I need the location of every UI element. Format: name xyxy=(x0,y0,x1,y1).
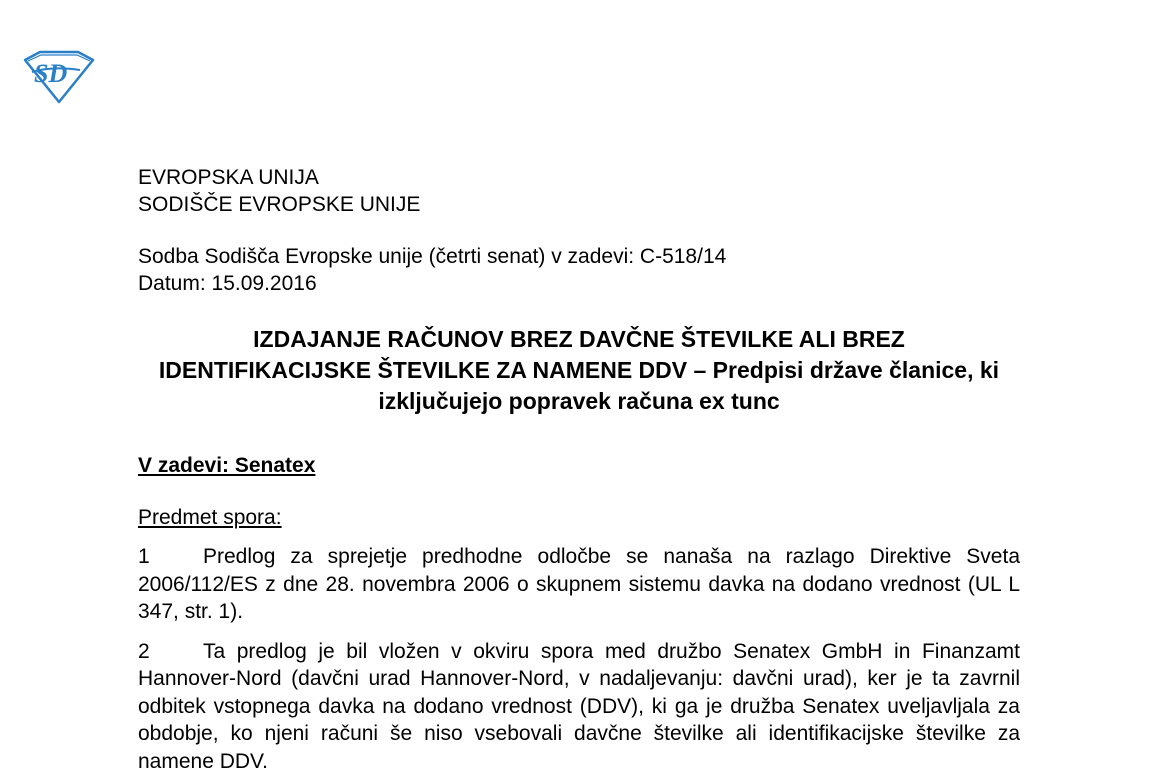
judgment-line: Sodba Sodišča Evropske unije (četrti senat) v zadevi: C-518/14 xyxy=(138,243,1020,270)
case-info xyxy=(138,243,1020,297)
court-header xyxy=(138,164,1020,218)
date-line: Datum: 15.09.2016 xyxy=(138,270,1020,297)
paragraph xyxy=(138,543,1020,626)
paragraph-text: Ta predlog je bil vložen v okviru spora med družbo Senatex GmbH in Finanzamt Hannover-Nord (davčni urad Hannover-Nord, v nadaljevanju: davčni urad), ker je ta zavrnil odbitek vstopnega davka na dodano vrednost (DDV), ki ga je družba Senatex uveljavljala za obdobje, ko njeni računi še niso vsebovali davčne številke ali identifikacijske številke za namene DDV. xyxy=(138,640,1020,773)
header-line-2: SODIŠČE EVROPSKE UNIJE xyxy=(138,191,1020,218)
case-name: V zadevi: Senatex xyxy=(138,452,1020,479)
paragraph-number: 1 xyxy=(138,543,203,571)
header-line-1: EVROPSKA UNIJA xyxy=(138,164,1020,191)
document-title: IZDAJANJE RAČUNOV BREZ DAVČNE ŠTEVILKE ALI BREZ IDENTIFIKACIJSKE ŠTEVILKE ZA NAMENE DDV – Predpisi države članice, ki izključujejo popravek računa ex tunc xyxy=(138,324,1020,417)
document-body xyxy=(138,164,1020,775)
paragraph-text: Predlog za sprejetje predhodne odločbe se nanaša na razlago Direktive Sveta 2006/112/ES z dne 28. novembra 2006 o skupnem sistemu davka na dodano vrednost (UL L 347, str. 1). xyxy=(138,545,1020,623)
paragraph-number: 2 xyxy=(138,638,203,666)
paragraph xyxy=(138,638,1020,775)
svg-text:SD: SD xyxy=(34,59,67,88)
court-logo-icon xyxy=(22,48,96,104)
subject-heading: Predmet spora: xyxy=(138,504,1020,531)
